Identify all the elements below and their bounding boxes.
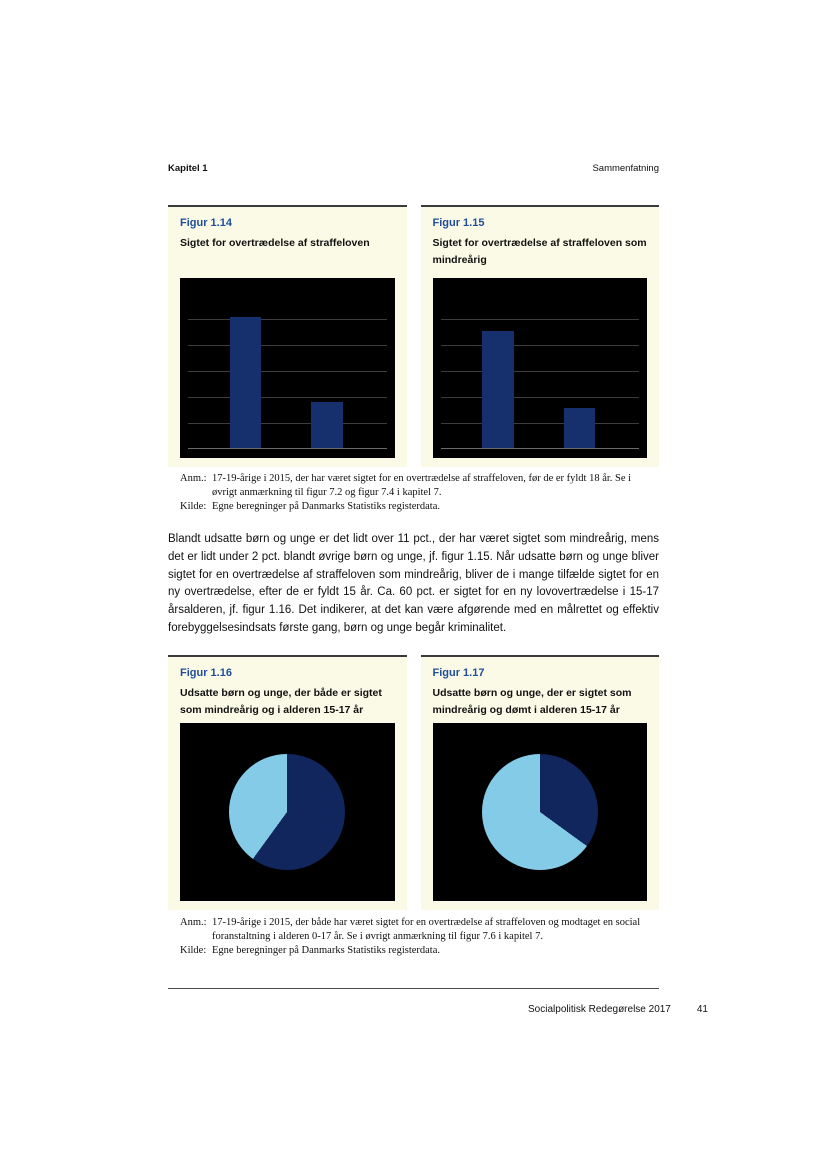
figure-1-15-title: Sigtet for overtrædelse af straffeloven som mindreårig xyxy=(432,237,647,266)
anm-row xyxy=(180,916,652,944)
figure-1-16-title: Udsatte børn og unge, der både er sigtet som mindreårig og i alderen 15-17 år xyxy=(180,687,382,716)
anm-row xyxy=(180,472,652,500)
chapter-label: Kapitel 1 xyxy=(168,163,208,174)
figure-note-2 xyxy=(180,916,652,958)
figure-row-1 xyxy=(168,205,659,467)
figure-1-17-title: Udsatte børn og unge, der er sigtet som mindreårig og dømt i alderen 15-17 år xyxy=(432,687,632,716)
bar-chart-plot xyxy=(188,294,387,449)
body-paragraph: Blandt udsatte børn og unge er det lidt over 11 pct., der har været sigtet som mindreårig, mens det er lidt under 2 pct. blandt øvrige børn og unge, jf. figur 1.15. Når udsatte børn og unge bliver sigtet for en overtrædelse af straffeloven som mindreårig, bliver de i mange tilfælde sigtet for en ny overtrædelse, efter de er fyldt 15 år. Ca. 60 pct. er sigtet for en ny lovovertrædelse i 15-17 årsalderen, jf. figur 1.16. Det indikerer, at det kan være afgørende med en målrettet og effektiv forebyggelsesindsats første gang, børn og unge begår kriminalitet. xyxy=(168,533,659,634)
figure-note-1 xyxy=(180,472,652,514)
kilde-text: Egne beregninger på Danmarks Statistiks registerdata. xyxy=(212,501,441,512)
page-header xyxy=(168,163,659,175)
figure-panel-1-15 xyxy=(421,205,660,467)
figure-1-14-chart xyxy=(180,278,395,458)
section-header-label: Sammenfatning xyxy=(592,163,659,174)
anm-text: 17-19-årige i 2015, der både har været sigtet for en overtrædelse af straffeloven og modtaget en social foranstaltning i alderen 0-17 år. Se i øvrigt anmærkning til figur 7.6 i kapitel 7. xyxy=(212,917,641,942)
bar-chart-plot xyxy=(441,294,640,449)
bar-1 xyxy=(230,317,262,448)
kilde-row xyxy=(180,944,652,958)
figure-1-17-chart xyxy=(433,723,648,901)
bar-2 xyxy=(311,402,343,448)
figure-1-16-chart xyxy=(180,723,395,901)
bar-2 xyxy=(564,408,596,448)
figure-1-14-label: Figur 1.14 xyxy=(180,217,232,229)
report-title: Socialpolitisk Redegørelse 2017 xyxy=(528,1004,671,1015)
anm-text: 17-19-årige i 2015, der har været sigtet for en overtrædelse af straffeloven, før de er fyldt 18 år. Se i øvrigt anmærkning til figur 7.2 og figur 7.4 i kapitel 7. xyxy=(212,473,632,498)
figure-1-16-label: Figur 1.16 xyxy=(180,667,232,679)
kilde-text: Egne beregninger på Danmarks Statistiks registerdata. xyxy=(212,945,441,956)
figure-panel-1-17 xyxy=(421,655,660,910)
pie-chart xyxy=(482,754,598,870)
figure-panel-1-16 xyxy=(168,655,407,910)
figure-1-14-title: Sigtet for overtrædelse af straffeloven xyxy=(180,237,370,249)
kilde-label: Kilde: xyxy=(180,945,207,956)
figure-row-2 xyxy=(168,655,659,910)
kilde-label: Kilde: xyxy=(180,501,207,512)
figure-1-15-label: Figur 1.15 xyxy=(432,217,485,229)
figure-panel-1-14 xyxy=(168,205,407,467)
page-number: 41 xyxy=(696,1004,708,1015)
kilde-row xyxy=(180,500,652,514)
figure-1-15-chart xyxy=(433,278,648,458)
figure-1-17-label: Figur 1.17 xyxy=(432,667,485,679)
pie-chart xyxy=(229,754,345,870)
footer-divider xyxy=(168,988,659,989)
anm-label: Anm.: xyxy=(180,917,207,928)
bar-1 xyxy=(482,331,514,448)
anm-label: Anm.: xyxy=(180,473,207,484)
page-footer xyxy=(168,1003,708,1016)
